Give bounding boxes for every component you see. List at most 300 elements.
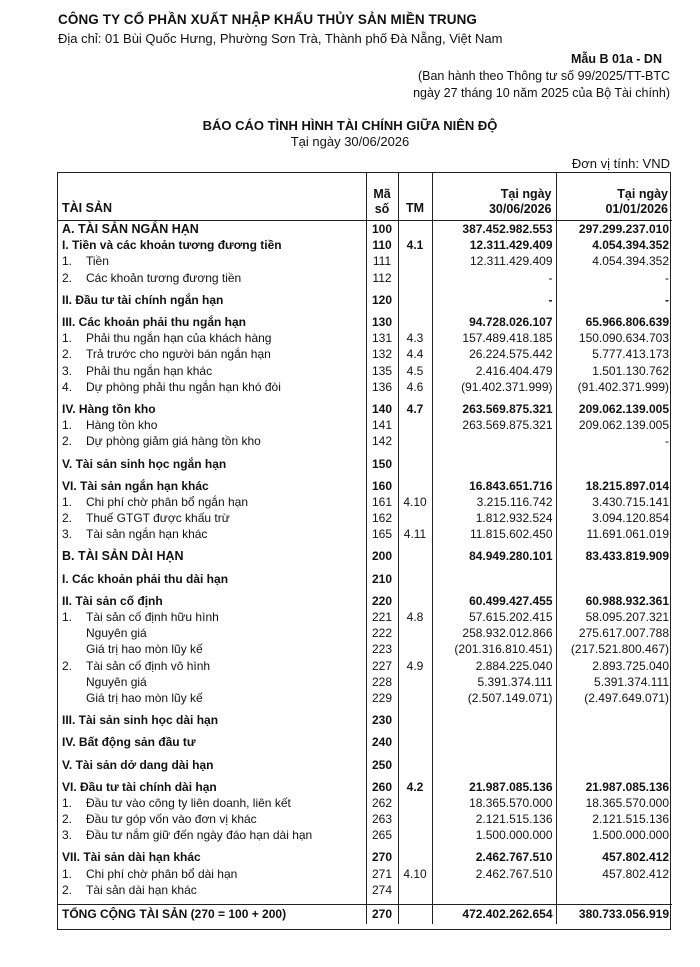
row-label-cell	[58, 779, 366, 795]
total-assets-row	[58, 904, 672, 924]
row-note-ref: 4.9	[398, 658, 432, 674]
row-prior-amount	[556, 756, 672, 772]
row-current-amount: 94.728.026.107	[432, 314, 556, 330]
row-number: 3.	[62, 828, 73, 843]
row-label: III. Các khoản phải thu ngắn hạn	[62, 315, 247, 330]
table-row	[58, 314, 672, 330]
row-label: IV. Hàng tồn kho	[62, 401, 156, 416]
row-label: V. Tài sản sinh học ngắn hạn	[62, 456, 227, 471]
table-row	[58, 526, 672, 542]
table-body	[58, 221, 672, 924]
row-label: IV. Bất động sản đầu tư	[62, 735, 196, 750]
row-number: 3.	[62, 363, 73, 378]
row-label-cell	[58, 548, 366, 564]
table-row	[58, 712, 672, 728]
row-label-cell	[58, 690, 366, 706]
row-label: Chi phí chờ phân bổ dài hạn	[86, 866, 238, 881]
row-code: 223	[366, 641, 398, 657]
row-label: Tài sản ngắn hạn khác	[86, 527, 208, 542]
row-note-ref: 4.6	[398, 379, 432, 395]
row-label: V. Tài sản dở dang dài hạn	[62, 757, 214, 772]
row-code: 141	[366, 417, 398, 433]
row-current-amount: 2.121.515.136	[432, 811, 556, 827]
row-note-ref	[398, 253, 432, 269]
table-row	[58, 221, 672, 238]
header-current-line1: Tại ngày	[500, 187, 552, 201]
row-label: Dự phòng phải thu ngắn hạn khó đòi	[86, 379, 281, 394]
header-current-period	[432, 173, 556, 221]
row-note-ref	[398, 593, 432, 609]
row-label-cell	[58, 346, 366, 362]
row-number: 2.	[62, 882, 73, 897]
row-note-ref	[398, 510, 432, 526]
table-row	[58, 658, 672, 674]
row-number: 1.	[62, 331, 73, 346]
row-label-cell	[58, 827, 366, 843]
row-current-amount: 263.569.875.321	[432, 417, 556, 433]
row-note-ref: 4.2	[398, 779, 432, 795]
row-prior-amount	[556, 882, 672, 898]
row-code: 228	[366, 674, 398, 690]
row-label-cell	[58, 526, 366, 542]
row-note-ref	[398, 882, 432, 898]
row-number: 2.	[62, 434, 73, 449]
table-row	[58, 734, 672, 750]
row-current-amount	[432, 433, 556, 449]
row-current-amount: 263.569.875.321	[432, 401, 556, 417]
row-current-amount: 258.932.012.866	[432, 625, 556, 641]
row-prior-amount: 275.617.007.788	[556, 625, 672, 641]
header-current-line2: 30/06/2026	[488, 202, 552, 216]
row-prior-amount: (2.497.649.071)	[556, 690, 672, 706]
table-row	[58, 292, 672, 308]
total-current-amount: 472.402.262.654	[432, 904, 556, 924]
form-regulation-date: ngày 27 tháng 10 năm 2025 của Bộ Tài chính)	[413, 86, 670, 100]
row-label-cell	[58, 756, 366, 772]
row-label-cell	[58, 674, 366, 690]
table-row	[58, 779, 672, 795]
row-label-cell	[58, 455, 366, 471]
form-regulation-note: (Ban hành theo Thông tư số 99/2025/TT-BTC	[417, 69, 670, 83]
row-prior-amount: -	[556, 433, 672, 449]
row-code: 135	[366, 363, 398, 379]
row-prior-amount: 58.095.207.321	[556, 609, 672, 625]
row-label-cell	[58, 417, 366, 433]
row-prior-amount: 4.054.394.352	[556, 237, 672, 253]
row-label: I. Tiền và các khoản tương đương tiền	[62, 238, 282, 253]
row-code: 221	[366, 609, 398, 625]
row-prior-amount: 1.500.000.000	[556, 827, 672, 843]
row-prior-amount: 18.365.570.000	[556, 795, 672, 811]
table-row	[58, 417, 672, 433]
row-code: 111	[366, 253, 398, 269]
row-current-amount	[432, 882, 556, 898]
table-header-row	[58, 173, 672, 221]
row-label-cell	[58, 363, 366, 379]
row-current-amount	[432, 571, 556, 587]
row-note-ref	[398, 221, 432, 238]
row-prior-amount: 5.391.374.111	[556, 674, 672, 690]
row-note-ref: 4.11	[398, 526, 432, 542]
table-row	[58, 346, 672, 362]
row-current-amount: 2.416.404.479	[432, 363, 556, 379]
row-label: Chi phí chờ phân bổ ngắn hạn	[86, 494, 248, 509]
row-prior-amount	[556, 455, 672, 471]
row-note-ref	[398, 712, 432, 728]
row-current-amount: -	[432, 292, 556, 308]
row-label-cell	[58, 379, 366, 395]
table-row	[58, 641, 672, 657]
row-prior-amount	[556, 712, 672, 728]
row-prior-amount: 457.802.412	[556, 849, 672, 865]
row-note-ref: 4.7	[398, 401, 432, 417]
row-current-amount: 157.489.418.185	[432, 330, 556, 346]
row-prior-amount: 60.988.932.361	[556, 593, 672, 609]
row-prior-amount	[556, 571, 672, 587]
row-number: 4.	[62, 379, 73, 394]
row-label: Nguyên giá	[86, 674, 147, 689]
report-title: BÁO CÁO TÌNH HÌNH TÀI CHÍNH GIỮA NIÊN ĐỘ	[202, 118, 498, 133]
row-note-ref	[398, 478, 432, 494]
row-prior-amount: 4.054.394.352	[556, 253, 672, 269]
table-row	[58, 795, 672, 811]
row-note-ref: 4.8	[398, 609, 432, 625]
header-prior-line1: Tại ngày	[617, 187, 668, 201]
row-code: 160	[366, 478, 398, 494]
row-note-ref	[398, 795, 432, 811]
row-prior-amount: 297.299.237.010	[556, 221, 672, 238]
row-code: 230	[366, 712, 398, 728]
table-row	[58, 571, 672, 587]
row-code: 229	[366, 690, 398, 706]
row-note-ref	[398, 849, 432, 865]
row-label: Hàng tồn kho	[86, 418, 158, 433]
row-label-cell	[58, 641, 366, 657]
row-label-cell	[58, 795, 366, 811]
row-label: Thuế GTGT được khấu trừ	[86, 511, 230, 526]
row-current-amount: (2.507.149.071)	[432, 690, 556, 706]
row-note-ref: 4.1	[398, 237, 432, 253]
table-row	[58, 494, 672, 510]
row-note-ref	[398, 270, 432, 286]
row-current-amount	[432, 734, 556, 750]
row-current-amount: 26.224.575.442	[432, 346, 556, 362]
row-number: 2.	[62, 347, 73, 362]
row-current-amount: 2.884.225.040	[432, 658, 556, 674]
row-code: 110	[366, 237, 398, 253]
row-current-amount: 11.815.602.450	[432, 526, 556, 542]
row-prior-amount: 1.501.130.762	[556, 363, 672, 379]
row-current-amount: (91.402.371.999)	[432, 379, 556, 395]
row-number: 3.	[62, 527, 73, 542]
row-prior-amount: 3.430.715.141	[556, 494, 672, 510]
table-row	[58, 510, 672, 526]
row-current-amount: 1.812.932.524	[432, 510, 556, 526]
row-note-ref	[398, 674, 432, 690]
row-current-amount: 18.365.570.000	[432, 795, 556, 811]
row-code: 260	[366, 779, 398, 795]
row-current-amount: 16.843.651.716	[432, 478, 556, 494]
row-label-cell	[58, 571, 366, 587]
row-number: 1.	[62, 494, 73, 509]
report-date: Tại ngày 30/06/2026	[290, 134, 410, 149]
row-code: 120	[366, 292, 398, 308]
table-row	[58, 690, 672, 706]
row-current-amount: 12.311.429.409	[432, 253, 556, 269]
row-prior-amount: 21.987.085.136	[556, 779, 672, 795]
row-label: VI. Tài sản ngắn hạn khác	[62, 478, 209, 493]
row-label-cell	[58, 866, 366, 882]
row-code: 250	[366, 756, 398, 772]
row-label: Đầu tư vào công ty liên doanh, liên kết	[86, 795, 291, 810]
row-label-cell	[58, 609, 366, 625]
table-row	[58, 455, 672, 471]
row-code: 161	[366, 494, 398, 510]
row-note-ref	[398, 625, 432, 641]
row-label-cell	[58, 494, 366, 510]
row-label-cell	[58, 330, 366, 346]
company-address: Địa chỉ: 01 Bùi Quốc Hưng, Phường Sơn Trà, Thành phố Đà Nẵng, Việt Nam	[58, 31, 503, 46]
form-code: Mẫu B 01a - DN	[571, 52, 662, 66]
row-label-cell	[58, 593, 366, 609]
row-label: Giá trị hao mòn lũy kế	[86, 690, 203, 705]
row-label: VI. Đầu tư tài chính dài hạn	[62, 779, 217, 794]
row-label-cell	[58, 237, 366, 253]
row-prior-amount: 65.966.806.639	[556, 314, 672, 330]
row-label-cell	[58, 712, 366, 728]
row-note-ref: 4.5	[398, 363, 432, 379]
table-row	[58, 379, 672, 395]
row-code: 140	[366, 401, 398, 417]
row-current-amount: 2.462.767.510	[432, 849, 556, 865]
row-prior-amount: -	[556, 292, 672, 308]
table-row	[58, 674, 672, 690]
row-code: 130	[366, 314, 398, 330]
header-code-line2: số	[374, 202, 390, 216]
row-label-cell	[58, 510, 366, 526]
header-prior-period	[556, 173, 672, 221]
row-current-amount: 84.949.280.101	[432, 548, 556, 564]
table-row	[58, 756, 672, 772]
row-code: 270	[366, 849, 398, 865]
row-label: Trả trước cho người bán ngắn hạn	[86, 347, 271, 362]
row-prior-amount	[556, 734, 672, 750]
table-row	[58, 882, 672, 898]
row-code: 227	[366, 658, 398, 674]
row-note-ref	[398, 641, 432, 657]
row-current-amount: 57.615.202.415	[432, 609, 556, 625]
header-code	[366, 173, 398, 221]
table-row	[58, 433, 672, 449]
row-label: B. TÀI SẢN DÀI HẠN	[62, 549, 184, 564]
row-label: Giá trị hao mòn lũy kế	[86, 642, 203, 657]
row-code: 222	[366, 625, 398, 641]
row-prior-amount: (91.402.371.999)	[556, 379, 672, 395]
row-current-amount: 60.499.427.455	[432, 593, 556, 609]
company-name: CÔNG TY CỔ PHẦN XUẤT NHẬP KHẨU THỦY SẢN MIỀN TRUNG	[58, 12, 478, 27]
row-current-amount: 5.391.374.111	[432, 674, 556, 690]
row-label: Tài sản cố định hữu hình	[86, 610, 219, 625]
row-prior-amount: 209.062.139.005	[556, 417, 672, 433]
row-label: Nguyên giá	[86, 626, 147, 641]
row-current-amount: (201.316.810.451)	[432, 641, 556, 657]
table-row	[58, 270, 672, 286]
row-current-amount: 387.452.982.553	[432, 221, 556, 238]
row-number: 1.	[62, 418, 73, 433]
row-label-cell	[58, 221, 366, 238]
table-row	[58, 237, 672, 253]
row-label-cell	[58, 292, 366, 308]
table-row	[58, 478, 672, 494]
row-label: Đầu tư góp vốn vào đơn vị khác	[86, 812, 257, 827]
row-label-cell	[58, 734, 366, 750]
row-note-ref	[398, 734, 432, 750]
row-number: 1.	[62, 866, 73, 881]
row-current-amount: 1.500.000.000	[432, 827, 556, 843]
total-note-ref	[398, 904, 432, 924]
row-label: I. Các khoản phải thu dài hạn	[62, 571, 229, 586]
row-code: 150	[366, 455, 398, 471]
table-row	[58, 253, 672, 269]
row-code: 274	[366, 882, 398, 898]
header-asset: TÀI SẢN	[62, 201, 112, 215]
row-label-cell	[58, 478, 366, 494]
row-note-ref	[398, 417, 432, 433]
row-note-ref	[398, 571, 432, 587]
total-code: 270	[366, 904, 398, 924]
table-row	[58, 548, 672, 564]
currency-unit: Đơn vị tính: VND	[571, 156, 670, 171]
row-label: Tài sản dài hạn khác	[86, 882, 197, 897]
row-label-cell	[58, 625, 366, 641]
table-row	[58, 849, 672, 865]
row-label: Tiền	[86, 254, 109, 269]
row-label-cell	[58, 658, 366, 674]
table-row	[58, 827, 672, 843]
row-label-cell	[58, 270, 366, 286]
row-current-amount: 21.987.085.136	[432, 779, 556, 795]
row-code: 210	[366, 571, 398, 587]
row-prior-amount: 11.691.061.019	[556, 526, 672, 542]
row-current-amount: 12.311.429.409	[432, 237, 556, 253]
row-prior-amount: 18.215.897.014	[556, 478, 672, 494]
row-label: II. Đầu tư tài chính ngắn hạn	[62, 292, 224, 307]
row-code: 200	[366, 548, 398, 564]
balance-sheet-table	[58, 173, 672, 924]
row-number: 2.	[62, 812, 73, 827]
row-label-cell	[58, 401, 366, 417]
row-current-amount	[432, 756, 556, 772]
row-code: 240	[366, 734, 398, 750]
row-note-ref: 4.10	[398, 866, 432, 882]
total-label: TỔNG CỘNG TÀI SẢN (270 = 100 + 200)	[62, 907, 287, 922]
row-prior-amount: 2.121.515.136	[556, 811, 672, 827]
row-code: 112	[366, 270, 398, 286]
row-note-ref: 4.10	[398, 494, 432, 510]
table-row	[58, 866, 672, 882]
row-current-amount	[432, 712, 556, 728]
row-prior-amount: 150.090.634.703	[556, 330, 672, 346]
row-code: 162	[366, 510, 398, 526]
balance-sheet-table-container	[57, 172, 671, 930]
row-label-cell	[58, 253, 366, 269]
row-label-cell	[58, 882, 366, 898]
row-code: 265	[366, 827, 398, 843]
row-prior-amount: (217.521.800.467)	[556, 641, 672, 657]
row-prior-amount: 3.094.120.854	[556, 510, 672, 526]
row-code: 262	[366, 795, 398, 811]
row-note-ref	[398, 690, 432, 706]
row-label-cell	[58, 314, 366, 330]
row-label: VII. Tài sản dài hạn khác	[62, 850, 201, 865]
row-note-ref	[398, 811, 432, 827]
row-note-ref: 4.3	[398, 330, 432, 346]
header-code-line1: Mã	[373, 187, 391, 201]
row-label: Dự phòng giảm giá hàng tồn kho	[86, 434, 261, 449]
table-row	[58, 609, 672, 625]
row-prior-amount: 457.802.412	[556, 866, 672, 882]
row-code: 100	[366, 221, 398, 238]
table-row	[58, 363, 672, 379]
row-prior-amount: -	[556, 270, 672, 286]
row-note-ref	[398, 455, 432, 471]
row-current-amount	[432, 455, 556, 471]
row-code: 271	[366, 866, 398, 882]
row-note-ref	[398, 756, 432, 772]
row-note-ref	[398, 314, 432, 330]
row-label: Phải thu ngắn hạn của khách hàng	[86, 331, 272, 346]
row-note-ref	[398, 292, 432, 308]
row-label-cell	[58, 811, 366, 827]
row-number: 1.	[62, 254, 73, 269]
row-code: 142	[366, 433, 398, 449]
row-code: 136	[366, 379, 398, 395]
row-label: III. Tài sản sinh học dài hạn	[62, 713, 219, 728]
total-prior-amount: 380.733.056.919	[556, 904, 672, 924]
table-row	[58, 625, 672, 641]
row-code: 132	[366, 346, 398, 362]
table-row	[58, 330, 672, 346]
row-prior-amount: 83.433.819.909	[556, 548, 672, 564]
row-prior-amount: 2.893.725.040	[556, 658, 672, 674]
row-number: 1.	[62, 610, 73, 625]
row-label: Phải thu ngắn hạn khác	[86, 363, 213, 378]
row-label: Tài sản cố định vô hình	[86, 658, 211, 673]
row-number: 2.	[62, 511, 73, 526]
row-number: 2.	[62, 658, 73, 673]
row-code: 220	[366, 593, 398, 609]
row-number: 1.	[62, 795, 73, 810]
row-note-ref	[398, 548, 432, 564]
row-code: 165	[366, 526, 398, 542]
row-number: 2.	[62, 270, 73, 285]
row-note-ref	[398, 433, 432, 449]
header-prior-line2: 01/01/2026	[605, 202, 668, 216]
header-note: TM	[398, 173, 432, 221]
row-prior-amount: 5.777.413.173	[556, 346, 672, 362]
row-label-cell	[58, 433, 366, 449]
row-label: Các khoản tương đương tiền	[86, 270, 242, 285]
table-row	[58, 593, 672, 609]
row-label: A. TÀI SẢN NGẮN HẠN	[62, 222, 199, 237]
row-note-ref: 4.4	[398, 346, 432, 362]
table-row	[58, 811, 672, 827]
row-note-ref	[398, 827, 432, 843]
row-label: Đầu tư nắm giữ đến ngày đáo hạn dài hạn	[86, 828, 313, 843]
row-prior-amount: 209.062.139.005	[556, 401, 672, 417]
row-label-cell	[58, 849, 366, 865]
row-label: II. Tài sản cố định	[62, 593, 163, 608]
